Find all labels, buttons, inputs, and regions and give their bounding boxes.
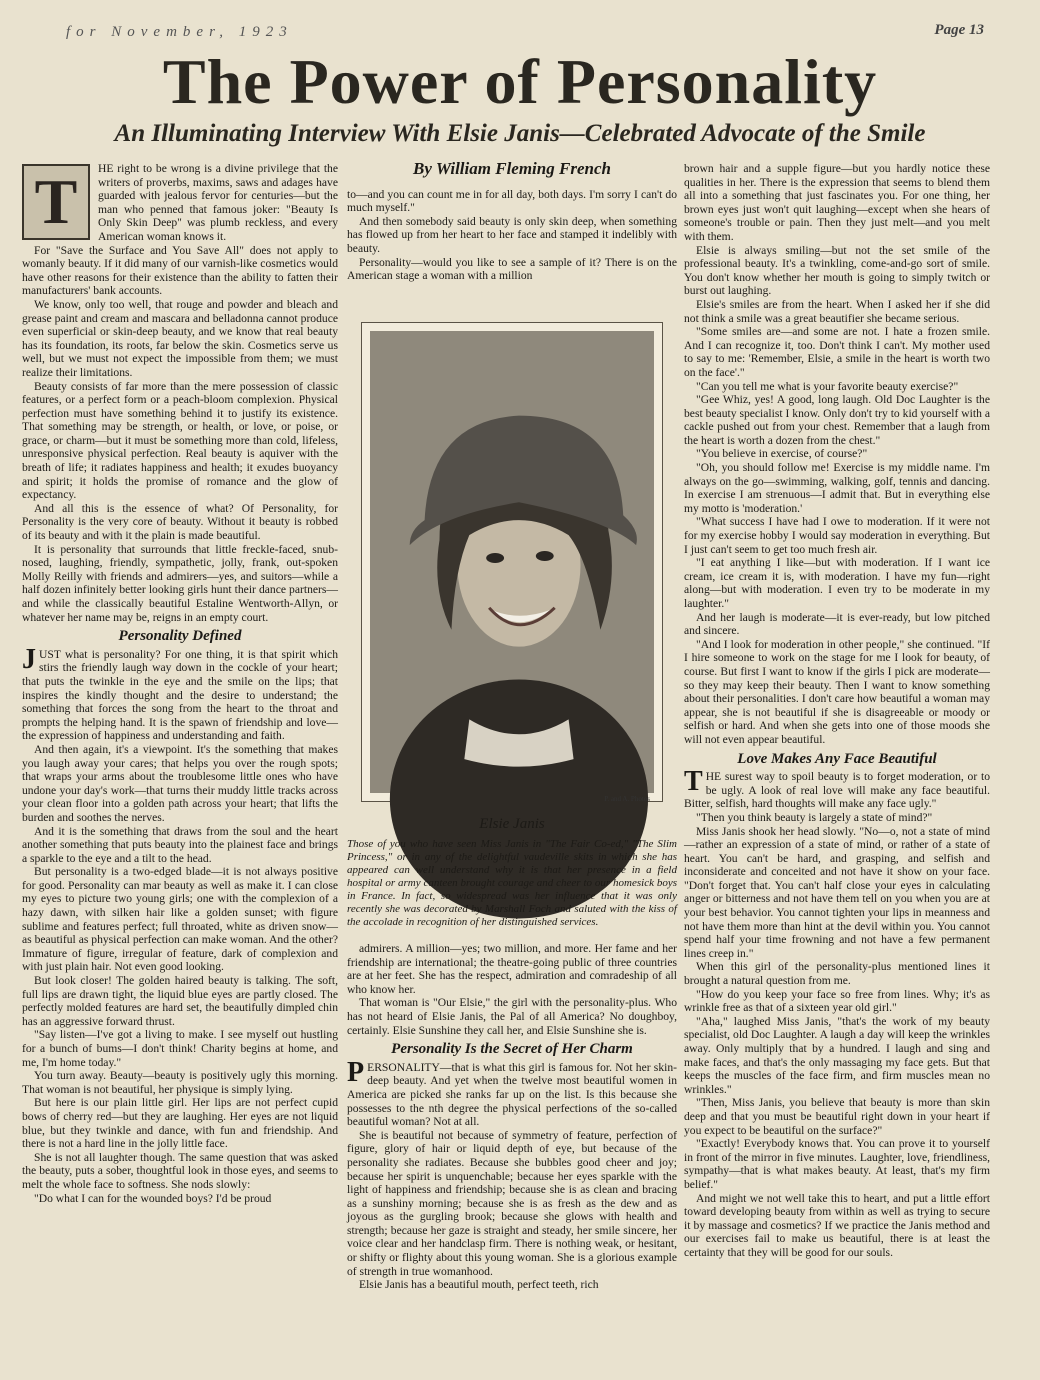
paragraph: "Then, Miss Janis, you believe that beauty is more than skin deep and that you must be beautiful right down in your heart if you expect to be beautiful on the surface?" xyxy=(684,1096,990,1137)
paragraph: And it is the something that draws from the soul and the heart another something that puts beauty into the plainest face and brings a sparkle to the eye and a tilt to the head. xyxy=(22,824,338,865)
paragraph: "Oh, you should follow me! Exercise is my middle name. I'm always on the go—swimming, walking, golf, tennis and dancing. In exercise I am strenuous—I admit that. But in everything else my motto is 'moderation.' xyxy=(684,461,990,515)
portrait-illustration xyxy=(370,331,654,793)
article-title: The Power of Personality xyxy=(162,46,878,117)
paragraph: admirers. A million—yes; two million, and more. Her fame and her friendship are international; the theatre-going public of three countries are at her feet. She has the respect, admiration and comradeship of all who know her. xyxy=(347,942,677,996)
paragraph: "I eat anything I like—but with moderation. If I want ice cream, ice cream it is, with moderation. I have my fun—right along—but with moderation. I even try to be moderate in my laughter." xyxy=(684,556,990,610)
article-columns xyxy=(22,159,1006,1352)
caption-title: Elsie Janis xyxy=(479,816,545,832)
initial-letter: J xyxy=(22,643,36,675)
paragraph: to—and you can count me in for all day, both days. I'm sorry I can't do much myself." xyxy=(347,187,677,215)
issue-date: for November, 1923 xyxy=(66,24,293,40)
paragraph: "Some smiles are—and some are not. I hate a frozen smile. And I can recognize it, too. Don't think I can't. My mother used to say to me: 'Remember, Elsie, a smile in the heart is worth two on the face'." xyxy=(684,325,990,379)
paragraph: We know, only too well, that rouge and powder and bleach and grease paint and cream and mascara and belladonna cannot produce even superficial or skin-deep beauty, and we know that real beauty has its foundation, its roots, far below the skin. Cosmetics serve us well, but we must not expect the impossible from them; we must realize their limitations. xyxy=(22,297,338,379)
paragraph: When this girl of the personality-plus mentioned lines it brought a natural question from me. xyxy=(684,960,990,988)
paragraph: And then somebody said beauty is only skin deep, when something has flowed up from her heart to her face and stamped it indelibly with beauty. xyxy=(347,214,677,255)
paragraph: Miss Janis shook her head slowly. "No—o, not a state of mind—rather an expression of a state of mind, or rather of a state of heart. You can't be hard, and grasping, and selfish and inconsiderate and conceited and not have it show on your face. "Don't forget that. You can't half close your eyes in calculating anger or bitterness and not have them tell on you when you are at your best behavior. You cannot tighten your lips in meanness and not have them more than hint at the devil within you. You cannot spend half your time frowning and not have a few permanent lines creep in." xyxy=(684,824,990,960)
paragraph: You turn away. Beauty—beauty is positively ugly this morning. That woman is not beautiful, her physique is simply lying. xyxy=(22,1069,338,1096)
paragraph: And then again, it's a viewpoint. It's the something that makes you laugh away your cares; that helps you over the rough spots; that wraps your arms about the troublesome little ones who have undone your day's work—that turns their muddy little tracks across your clean floor into a golden path across your heart; that lifts the burden and soothes the nerves. xyxy=(22,742,338,824)
running-header xyxy=(34,22,1006,44)
paragraph: It is personality that surrounds that little freckle-faced, snub-nosed, laughing, friendly, sympathetic, jolly, frank, out-spoken Molly Reilly with friends and admirers—yes, and suitors—while a half dozen infinitely better looking girls hunt their dance partners—and while the classically beautiful Estaline Wentworth-Allyn, or whatever her name may be, reigns in an empty court. xyxy=(22,542,338,624)
paragraph: "What success I have had I owe to moderation. If it were not for my exercise hobby I would say moderation in everything. But I just can't seem to get too much fresh air. xyxy=(684,515,990,556)
byline: By William Fleming French xyxy=(413,159,611,178)
paragraph: She is beautiful not because of symmetry of feature, perfection of figure, glory of hair or liquid depth of eye, but because of the personality she radiates. Because she bubbles good cheer and joy; because her spirit is unquenchable; because her eyes sparkle with the light of happiness and friendship; because she is as clean and bracing as a sunshiny morning; because she is as fresh as the dew and as joyous as the gurgling brook; because she glows with health and strength; because her gaze is straight and steady, her smile sincere, her voice clear and her handclasp firm. There is nothing weak, or hesitant, or shifty or flighty about this young woman. She is a glorious example of strength in true womanhood. xyxy=(347,1128,677,1278)
paragraph: "Aha," laughed Miss Janis, "that's the work of my beauty specialist, old Doc Laughter. A laugh a day will keep the wrinkles away. Only multiply that by a hundred. I laugh and sing and make faces, and that's the only massaging my face gets. But that keeps the muscles of the face firm, and firm muscles mean no wrinkles." xyxy=(684,1014,990,1096)
page-number: Page 13 xyxy=(934,22,984,38)
column-2 xyxy=(347,159,677,1352)
section-heading: Love Makes Any Face Beautiful xyxy=(737,750,937,767)
paragraph: But look closer! The golden haired beauty is talking. The soft, full lips are drawn tight, the liquid blue eyes are partly closed. The perfectly molded features are hard set, the beautifully dimpled chin has an aggressive forward thrust. xyxy=(22,974,338,1028)
paragraph: HE surest way to spoil beauty is to forget moderation, or to be ugly. A look of real love will make any face beautiful. Bitter, selfish, hard thoughts will make any face ugly." xyxy=(684,770,990,811)
paragraph: Elsie's smiles are from the heart. When I asked her if she did not think a smile was a great beautifier she became serious. xyxy=(684,297,990,325)
paragraph: She is not all laughter though. The same question that was asked the beauty, puts a sober, thoughtful look in those eyes, and seems to melt the whole face to softness. She nods slowly: xyxy=(22,1150,338,1191)
paragraph: "How do you keep your face so free from lines. Why; it's as wrinkle free as that of a sixteen year old girl." xyxy=(684,987,990,1015)
section-heading: Personality Defined xyxy=(118,628,242,645)
paragraph: ERSONALITY—that is what this girl is famous for. Not her skin-deep beauty. And yet when the twelve most beautiful women in America are picked she ranks far up on the list. Is this because she possesses to the nth degree the physical perfections of the so-called beautiful woman? Not at all. xyxy=(347,1060,677,1129)
portrait-photo xyxy=(370,331,654,804)
paragraph: "Do what I can for the wounded boys? I'd be proud xyxy=(34,1191,272,1205)
paragraph: "Can you tell me what is your favorite beauty exercise?" xyxy=(696,379,959,393)
paragraph: But here is our plain little girl. Her lips are not perfect cupid bows of cherry red—but they are laughing. Her eyes are not liquid blue, but they twinkle and dance, with fun and friendship. And there is not a hard line in the jolly little face. xyxy=(22,1096,338,1151)
paragraph: That woman is "Our Elsie," the girl with the personality-plus. Who has not heard of Elsie Janis, the Pal of all America? No doughboy, certainly. Elsie Sunshine they call her, and Elsie Sunshine she is. xyxy=(347,996,677,1037)
photo-caption: Those of you who have seen Miss Janis in "The Fair Co-ed," "The Slim Princess," or in any of the delightful vaudeville skits in which she has appeared can well understand why it is that her presence in a field hospital or army canteen brought courage and cheer to our homesick boys in France. In fact, so widespread was her influence that it was only recently she was decorated by Marshall Foch and saluted with the kiss of the accolade in recognition of her distinguished services. xyxy=(347,838,677,928)
photo-credit: P. and A. Photos xyxy=(604,795,650,804)
portrait-photo-frame xyxy=(361,322,663,802)
paragraph: "Gee Whiz, yes! A good, long laugh. Old Doc Laughter is the best beauty specialist I know. Only don't try to kid yourself with a cackle pushed out from your chest. Remember that a laugh from the heart is worth a dozen from the chest." xyxy=(684,393,990,447)
paragraph: brown hair and a supple figure—but you hardly notice these qualities in her. There is the expression that seems to blend them all into a something that just fascinates you. For one thing, her brown eyes just won't quit laughing—except when she hears of someone's trouble or pain. Then they just melt—and you melt with them. xyxy=(684,162,990,243)
paragraph: And her laugh is moderate—it is ever-ready, but low pitched and sincere. xyxy=(684,610,990,638)
paragraph: "And I look for moderation in other people," she continued. "If I hire someone to work on the stage for me I look for beauty, of course. But first I want to know if the girls I pick are moderate—so they may keep their beauty. Then I want to know something about their personalities. I don't care how beautiful a woman may appear, she is not beautiful if she is disagreeable or moody or selfish or hard. And when she gets into one of those moods she will not even appear beautiful. xyxy=(684,637,990,746)
paragraph: But personality is a two-edged blade—it is not always positive for good. Personality can mar beauty as well as make it. I can close my eyes to picture two young girls; one with the complexion of a hazy dawn, with silken hair like a golden sunset; with figure sublime and features perfect; full throated, white as driven snow—as beautiful as physical perfection can make woman. And the other? Immature of figure, irregular of feature, dark of complexion and with just plain hair. Not even good looking. xyxy=(22,865,338,974)
column-2-lower xyxy=(347,942,677,1292)
paragraph: And might we not well take this to heart, and put a little effort toward developing beauty from within as well as trying to secure it by massage and cosmetics? If we practice the Janis method and our exercises fail to make us beautiful, there is at least the certainty that they will be good for our souls. xyxy=(684,1191,990,1259)
paragraph: And all this is the essence of what? Of Personality, for Personality is the very core of beauty. Without it beauty is robbed of its beauty and with it the plain is made beautiful. xyxy=(22,501,338,543)
drop-cap: T xyxy=(22,164,90,240)
paragraph: Beauty consists of far more than the mere possession of classic features, or a perfect form or a peach-bloom complexion. Physical perfection must have something behind it to justify its existence. That something may be strength, or health, or love, or poise, or grace, or charm—but it must be something more than cold, lifeless, unresponsive physical perfection. Real beauty is aquiver with the breath of life; it radiates happiness and health; it exudes buoyancy and spirit; it holds the promise of romance and the glow of expectancy. xyxy=(22,379,338,502)
initial-letter: P xyxy=(347,1056,365,1088)
paragraph: HE right to be wrong is a divine privilege that the writers of proverbs, maxims, saws and adages have guarded with jealous fervor for centuries—but the man who penned that famous joker: "Beauty Is Only Skin Deep" was plumb reckless, and every American woman knows it. xyxy=(98,162,338,243)
article-subtitle: An Illuminating Interview With Elsie Janis—Celebrated Advocate of the Smile xyxy=(114,120,926,147)
paragraph: "Exactly! Everybody knows that. You can prove it to yourself in front of the mirror in five minutes. Laughter, love, friendliness, sympathy—that is what makes beauty. At least, that's my firm belief." xyxy=(684,1137,990,1191)
paragraph: "Say listen—I've got a living to make. I see myself out hustling for a bunch of bums—I don't think! Charity begins at home, and me, I'm home today." xyxy=(22,1028,338,1069)
paragraph: "You believe in exercise, of course?" xyxy=(696,447,868,461)
initial-letter: T xyxy=(684,766,703,798)
column-3 xyxy=(684,162,990,1260)
paragraph: Elsie Janis has a beautiful mouth, perfect teeth, rich xyxy=(359,1278,599,1292)
paragraph: "Then you think beauty is largely a state of mind?" xyxy=(696,810,933,824)
paragraph: Elsie is always smiling—but not the set smile of the professional beauty. It's a twinkling, come-and-go sort of smile. You don't know whether her mouth is going to simply twitch or burst out laughing. xyxy=(684,243,990,298)
paragraph: Personality—would you like to see a sample of it? There is on the American stage a woman with a million xyxy=(347,255,677,283)
paragraph: For "Save the Surface and You Save All" does not apply to womanly beauty. If it did many of our varnish-like cosmetics would have other reasons for their existence than the ability to fatten their manufacturers' bank accounts. xyxy=(22,243,338,298)
paragraph: UST what is personality? For one thing, it is that spirit which stirs the friendly laugh way down in the cockle of your heart; that puts the twinkle in the eye and the smile on the lips; that inspires the kindly thought and the desire to understand; the something that forces the song from the heart to the throat and prompts the helping hand. It is the spawn of friendship and love—the expression of happiness and understanding and faith. xyxy=(22,647,338,743)
column-1 xyxy=(22,162,338,1205)
section-heading: Personality Is the Secret of Her Charm xyxy=(391,1041,633,1058)
